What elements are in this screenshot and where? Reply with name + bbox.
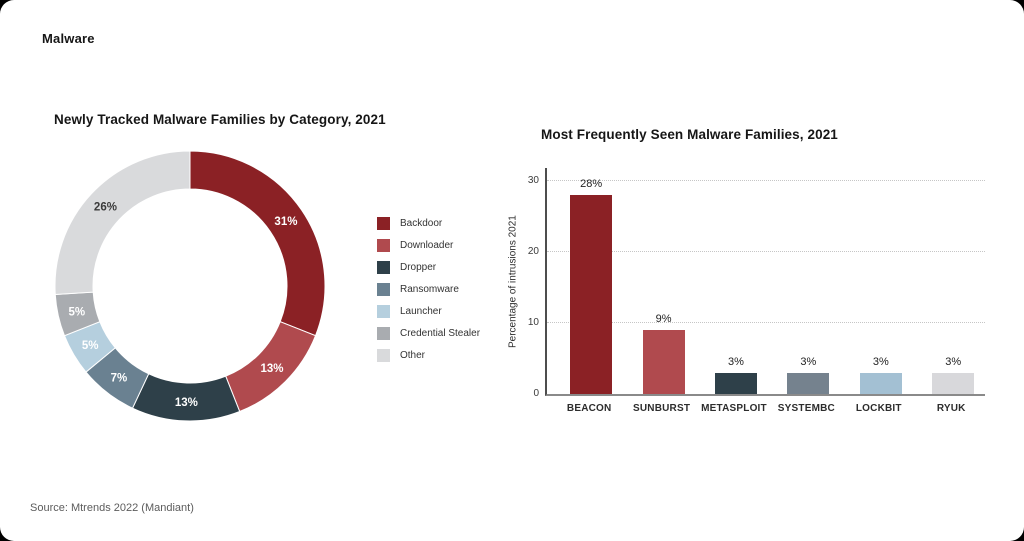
legend-label: Dropper — [400, 262, 437, 273]
legend-item-other — [377, 349, 480, 362]
bar-beacon — [570, 195, 612, 394]
legend-label: Credential Stealer — [400, 328, 481, 339]
donut-slice-label: 31% — [274, 215, 298, 228]
bar-metasploit — [715, 373, 757, 394]
legend-swatch — [377, 283, 390, 296]
gridline — [547, 322, 985, 323]
bar-sunburst — [643, 330, 685, 394]
legend-swatch — [377, 349, 390, 362]
bar-plot — [527, 168, 985, 399]
bar-value-label: 3% — [800, 355, 817, 368]
bar-value-label: 28% — [580, 178, 603, 191]
x-axis-label-metasploit: METASPLOIT — [701, 403, 767, 414]
donut-slice-label: 5% — [81, 340, 99, 353]
donut-legend — [377, 217, 480, 371]
x-axis-label-systembc: SYSTEMBC — [777, 403, 835, 414]
bar-value-label: 9% — [655, 313, 672, 326]
bar-y-axis-label: Percentage of intrusions 2021 — [507, 215, 519, 349]
donut-slice-label: 7% — [110, 372, 128, 385]
donut-slice-backdoor — [190, 151, 325, 336]
bar-chart-title: Most Frequently Seen Malware Families, 2021 — [541, 127, 838, 142]
page-title: Malware — [42, 31, 95, 46]
bar-ryuk — [932, 373, 974, 394]
y-tick-label: 10 — [527, 317, 539, 328]
legend-label: Launcher — [400, 306, 442, 317]
legend-label: Downloader — [400, 240, 454, 251]
bar-value-label: 3% — [728, 355, 744, 368]
legend-item-downloader — [377, 239, 480, 252]
legend-label: Other — [400, 350, 426, 361]
bar-xlabels — [545, 403, 985, 417]
x-axis-label-beacon: BEACON — [566, 403, 612, 414]
legend-swatch — [377, 217, 390, 230]
legend-item-credential-stealer — [377, 327, 480, 340]
legend-item-backdoor — [377, 217, 480, 230]
legend-swatch — [377, 305, 390, 318]
donut-chart — [54, 150, 326, 422]
legend-label: Backdoor — [400, 218, 443, 229]
y-tick-label: 30 — [527, 175, 539, 186]
bar-value-label: 3% — [945, 355, 962, 368]
legend-swatch — [377, 239, 390, 252]
y-tick-label: 0 — [533, 388, 539, 399]
y-tick-label: 20 — [527, 246, 539, 257]
x-axis-label-sunburst: SUNBURST — [633, 403, 691, 414]
legend-swatch — [377, 327, 390, 340]
donut-slice-label: 13% — [260, 363, 284, 376]
source-note: Source: Mtrends 2022 (Mandiant) — [30, 502, 194, 514]
donut-slice-label: 13% — [174, 396, 198, 409]
legend-item-dropper — [377, 261, 480, 274]
x-axis-label-lockbit: LOCKBIT — [855, 403, 902, 414]
legend-item-launcher — [377, 305, 480, 318]
donut-slice-label: 26% — [93, 201, 117, 214]
bar-systembc — [787, 373, 829, 394]
bar-lockbit — [860, 373, 902, 394]
legend-item-ransomware — [377, 283, 480, 296]
bar-value-label: 3% — [872, 355, 889, 368]
x-axis-label-ryuk: RYUK — [936, 403, 966, 414]
legend-label: Ransomware — [400, 284, 459, 295]
donut-slice-label: 5% — [68, 306, 86, 319]
gridline — [547, 251, 985, 252]
donut-slice-other — [55, 151, 190, 294]
legend-swatch — [377, 261, 390, 274]
donut-chart-title: Newly Tracked Malware Families by Category, 2021 — [54, 112, 386, 127]
